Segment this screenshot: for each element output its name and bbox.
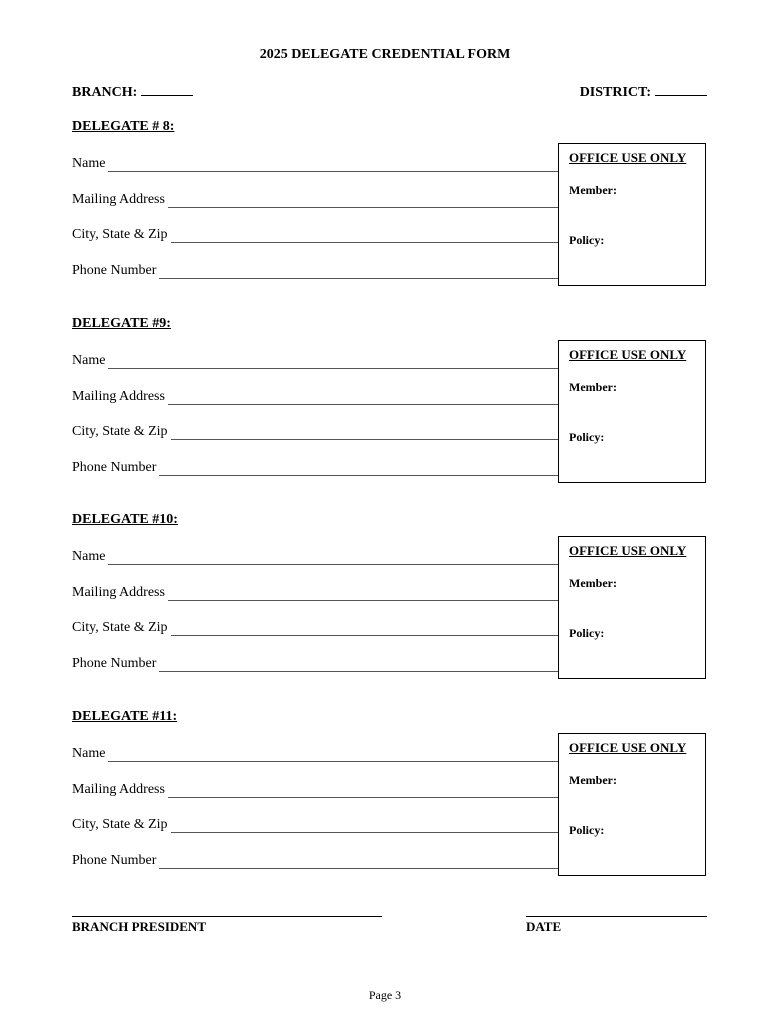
branch-field[interactable] xyxy=(72,83,193,101)
office-use-heading: OFFICE USE ONLY xyxy=(569,740,687,755)
city-field[interactable] xyxy=(72,422,558,440)
mailing-field[interactable] xyxy=(72,387,558,405)
mailing-input-line[interactable] xyxy=(168,784,558,798)
date-label: DATE xyxy=(526,919,562,934)
delegate-heading: DELEGATE #10: xyxy=(72,512,178,527)
mailing-input-line[interactable] xyxy=(168,391,558,405)
member-label: Member: xyxy=(569,380,617,394)
policy-label: Policy: xyxy=(569,233,605,247)
office-use-heading: OFFICE USE ONLY xyxy=(569,150,687,165)
name-label: Name xyxy=(72,353,106,368)
phone-input-line[interactable] xyxy=(159,658,558,672)
policy-label: Policy: xyxy=(569,430,605,444)
name-field[interactable] xyxy=(72,351,558,369)
branch-label: BRANCH: xyxy=(72,85,138,100)
delegate-section xyxy=(72,512,708,682)
mailing-label: Mailing Address xyxy=(72,192,165,207)
office-use-box xyxy=(558,143,706,286)
name-input-line[interactable] xyxy=(108,158,558,172)
name-label: Name xyxy=(72,746,106,761)
mailing-label: Mailing Address xyxy=(72,389,165,404)
city-field[interactable] xyxy=(72,815,558,833)
city-label: City, State & Zip xyxy=(72,620,168,635)
mailing-label: Mailing Address xyxy=(72,585,165,600)
district-blank[interactable] xyxy=(655,83,707,96)
district-field[interactable] xyxy=(580,83,707,101)
name-input-line[interactable] xyxy=(108,355,558,369)
delegate-section xyxy=(72,709,708,879)
member-label: Member: xyxy=(569,183,617,197)
mailing-field[interactable] xyxy=(72,583,558,601)
name-label: Name xyxy=(72,549,106,564)
delegate-section xyxy=(72,316,708,486)
page-number: Page 3 xyxy=(368,988,402,1002)
name-field[interactable] xyxy=(72,547,558,565)
name-input-line[interactable] xyxy=(108,748,558,762)
city-label: City, State & Zip xyxy=(72,227,168,242)
phone-input-line[interactable] xyxy=(159,265,558,279)
city-label: City, State & Zip xyxy=(72,817,168,832)
city-field[interactable] xyxy=(72,225,558,243)
office-use-heading: OFFICE USE ONLY xyxy=(569,347,687,362)
city-input-line[interactable] xyxy=(171,819,558,833)
phone-label: Phone Number xyxy=(72,460,157,475)
city-label: City, State & Zip xyxy=(72,424,168,439)
city-input-line[interactable] xyxy=(171,622,558,636)
policy-label: Policy: xyxy=(569,626,605,640)
name-label: Name xyxy=(72,156,106,171)
phone-field[interactable] xyxy=(72,654,558,672)
name-field[interactable] xyxy=(72,744,558,762)
mailing-field[interactable] xyxy=(72,190,558,208)
phone-field[interactable] xyxy=(72,458,558,476)
office-use-heading: OFFICE USE ONLY xyxy=(569,543,687,558)
phone-field[interactable] xyxy=(72,261,558,279)
city-input-line[interactable] xyxy=(171,229,558,243)
city-input-line[interactable] xyxy=(171,426,558,440)
mailing-field[interactable] xyxy=(72,780,558,798)
phone-label: Phone Number xyxy=(72,656,157,671)
mailing-input-line[interactable] xyxy=(168,587,558,601)
branch-president-signature[interactable] xyxy=(72,916,382,935)
phone-label: Phone Number xyxy=(72,263,157,278)
branch-president-label: BRANCH PRESIDENT xyxy=(72,919,206,934)
policy-label: Policy: xyxy=(569,823,605,837)
mailing-label: Mailing Address xyxy=(72,782,165,797)
name-input-line[interactable] xyxy=(108,551,558,565)
name-field[interactable] xyxy=(72,154,558,172)
office-use-box xyxy=(558,536,706,679)
mailing-input-line[interactable] xyxy=(168,194,558,208)
phone-field[interactable] xyxy=(72,851,558,869)
date-signature[interactable] xyxy=(526,916,707,935)
branch-blank[interactable] xyxy=(141,83,193,96)
phone-input-line[interactable] xyxy=(159,462,558,476)
phone-input-line[interactable] xyxy=(159,855,558,869)
delegate-heading: DELEGATE # 8: xyxy=(72,119,175,134)
city-field[interactable] xyxy=(72,618,558,636)
district-label: DISTRICT: xyxy=(579,85,651,100)
delegate-heading: DELEGATE #9: xyxy=(72,316,171,331)
member-label: Member: xyxy=(569,773,617,787)
form-title: 2025 DELEGATE CREDENTIAL FORM xyxy=(259,47,511,62)
office-use-box xyxy=(558,340,706,483)
delegate-section xyxy=(72,119,708,289)
phone-label: Phone Number xyxy=(72,853,157,868)
office-use-box xyxy=(558,733,706,876)
member-label: Member: xyxy=(569,576,617,590)
delegate-heading: DELEGATE #11: xyxy=(72,709,178,724)
